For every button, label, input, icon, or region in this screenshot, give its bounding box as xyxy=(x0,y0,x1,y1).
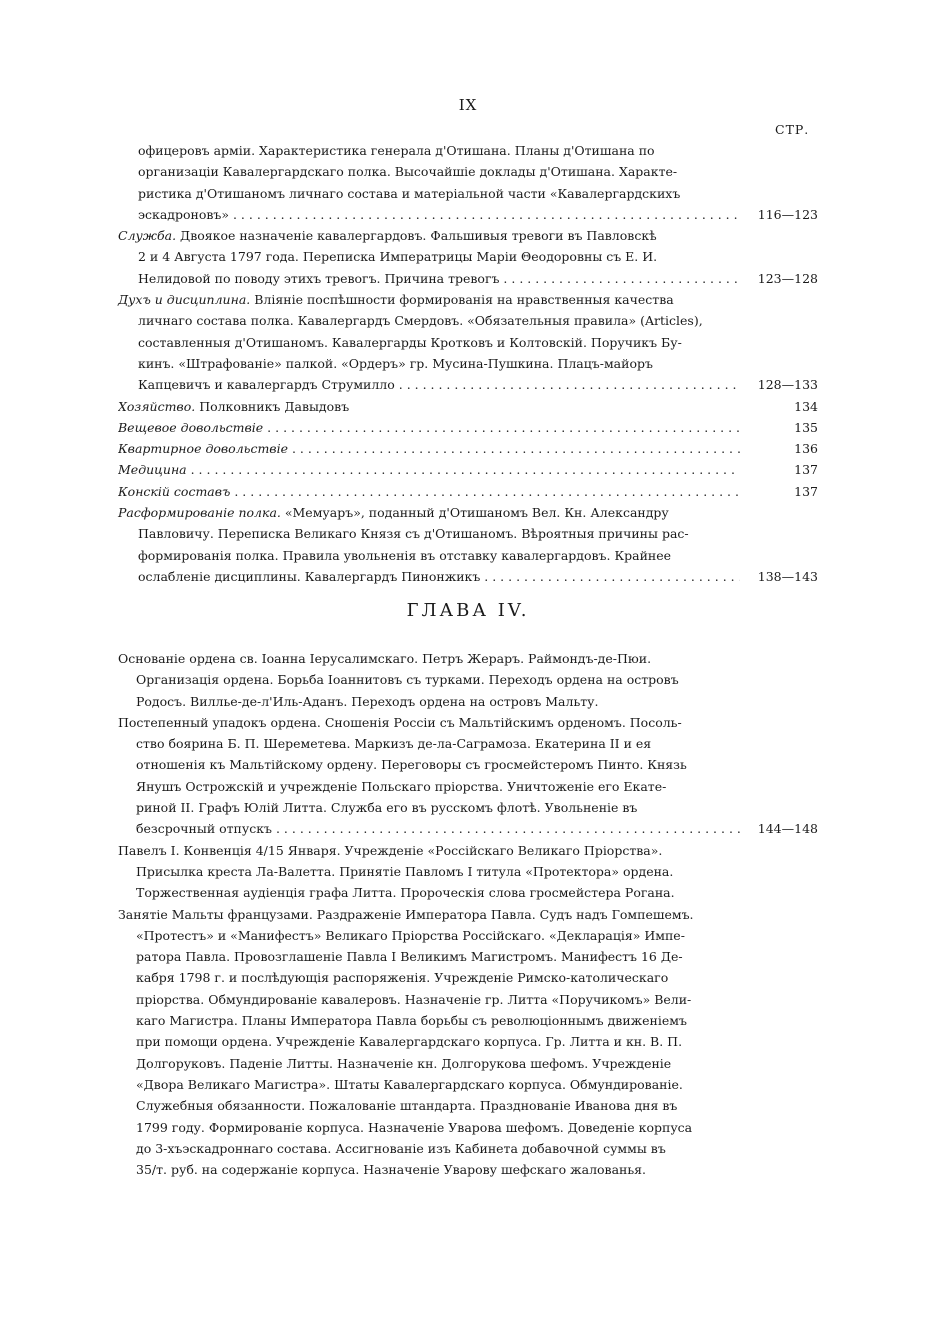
chapter-line: 35/т. руб. на содержаніе корпуса. Назначеніе Уварову шефскаго жалованья. xyxy=(136,1162,647,1178)
toc-line: организаціи Кавалергардскаго полка. Высочайшіе доклады д'Отишана. Характе- xyxy=(138,164,678,180)
toc-line: формированія полка. Правила увольненія въ отставку кавалергардовъ. Крайнее xyxy=(138,547,672,563)
toc-line: офицеровъ арміи. Характеристика генерала д'Отишана. Планы д'Отишана по xyxy=(138,143,655,158)
toc-line: ристика д'Отишаномъ личнаго состава и матеріальной части «Кавалергардскихъ xyxy=(138,185,681,201)
toc-line: Двоякое назначеніе кавалергардовъ. Фальшивыя тревоги въ Павловскѣ xyxy=(180,228,657,244)
table-of-contents xyxy=(118,140,818,587)
chapter-line: каго Магистра. Планы Императора Павла борьбы съ революціоннымъ движеніемъ xyxy=(136,1013,687,1029)
toc-page-range: 116—123 xyxy=(757,206,818,222)
chapter-heading: ГЛАВА IV. xyxy=(406,600,530,621)
toc-page-range: 136 xyxy=(794,441,818,457)
chapter-line: риной II. Графъ Юлій Литта. Служба его въ русскомъ флотѣ. Увольненіе въ xyxy=(136,800,638,816)
chapter-line: Основаніе ордена св. Іоанна Іерусалимскаго. Петръ Жераръ. Раймондъ-де-Пюи. xyxy=(118,651,652,666)
chapter-line: «Двора Великаго Магистра». Штаты Кавалергардскаго корпуса. Обмундированіе. xyxy=(136,1076,683,1092)
toc-entry-title: Медицина xyxy=(118,462,187,478)
toc-entry-continuation xyxy=(118,140,818,225)
chapter-line: Организація ордена. Борьба Іоаннитовъ съ турками. Переходъ ордена на островъ xyxy=(136,672,679,688)
toc-line: Вліяніе поспѣшности формированія на нравственныя качества xyxy=(254,292,674,308)
chapter-line: Павелъ I. Конвенція 4/15 Января. Учрежденіе «Россійскаго Великаго Пріорства». xyxy=(118,842,663,858)
chapter-line: пріорства. Обмундированіе кавалеровъ. Назначеніе гр. Литта «Поручикомъ» Вели- xyxy=(136,991,692,1007)
toc-entry-konskii xyxy=(118,481,818,502)
chapter-line: Присылка креста Ла-Валетта. Принятіе Павломъ I титула «Протектора» ордена. xyxy=(136,863,674,879)
toc-line: «Мемуаръ», поданный д'Отишаномъ Вел. Кн. Александру xyxy=(284,505,669,521)
toc-line: Полковникъ Давыдовъ xyxy=(199,398,350,414)
chapter-line: Долгоруковъ. Паденіе Литты. Назначеніе кн. Долгорукова шефомъ. Учрежденіе xyxy=(136,1055,672,1071)
page-column-label: СТР. xyxy=(775,122,810,137)
toc-entry-dukh xyxy=(118,289,818,395)
chapter-line: Янушъ Острожскій и учрежденіе Польскаго пріорства. Уничтоженіе его Екате- xyxy=(136,778,667,794)
chapter-line: до 3-хъэскадроннаго состава. Ассигнованіе изъ Кабинета добавочной суммы въ xyxy=(136,1140,666,1156)
chapter-paragraph xyxy=(118,904,818,1181)
toc-page-range: 128—133 xyxy=(757,377,818,393)
toc-entry-kvartirnoe xyxy=(118,438,818,459)
chapter-contents xyxy=(118,648,818,1180)
toc-entry-veshchevoe xyxy=(118,417,818,438)
toc-page-range: 137 xyxy=(794,483,818,499)
toc-entry-title: Служба. xyxy=(118,228,177,244)
toc-line: 2 и 4 Августа 1797 года. Переписка Императрицы Маріи Θеодоровны съ Е. И. xyxy=(138,249,658,265)
chapter-line: Торжественная аудіенція графа Литта. Пророческія слова гросмейстера Рогана. xyxy=(136,885,675,901)
chapter-line: ратора Павла. Провозглашеніе Павла I Великимъ Магистромъ. Манифестъ 16 Де- xyxy=(136,949,683,965)
chapter-paragraph xyxy=(118,648,818,712)
chapter-line: Служебныя обязанности. Пожалованіе штандарта. Празднованіе Иванова дня въ xyxy=(136,1098,678,1114)
chapter-line: кабря 1798 г. и послѣдующія распоряженія. Учрежденіе Римско-католическаго xyxy=(136,970,669,986)
toc-line: Капцевичъ и кавалергардъ Струмилло . . . xyxy=(138,374,740,395)
chapter-line: Занятіе Мальты французами. Раздраженіе Императора Павла. Судъ надъ Гомпешемъ. xyxy=(118,906,694,922)
toc-entry-meditsina xyxy=(118,459,818,480)
chapter-line: 1799 году. Формированіе корпуса. Назначеніе Уварова шефомъ. Доведеніе корпуса xyxy=(136,1119,693,1135)
chapter-paragraph xyxy=(118,840,818,904)
toc-entry-title: Квартирное довольствіе xyxy=(118,441,288,457)
toc-page-range: 123—128 xyxy=(757,270,818,286)
toc-line: Павловичу. Переписка Великаго Князя съ д'Отишаномъ. Вѣроятныя причины рас- xyxy=(138,526,689,542)
page-number: IX xyxy=(458,96,478,114)
toc-page-range: 138—143 xyxy=(757,568,818,584)
chapter-line: «Протестъ» и «Манифестъ» Великаго Пріорства Россійскаго. «Декларація» Импе- xyxy=(136,927,685,943)
chapter-line: Постепенный упадокъ ордена. Сношенія Россіи съ Мальтійскимъ орденомъ. Посоль- xyxy=(118,714,682,730)
chapter-line: Родосъ. Вилльe-де-л'Иль-Аданъ. Переходъ ордена на островъ Мальту. xyxy=(136,693,599,709)
toc-line: личнаго состава полка. Кавалергардъ Смердовъ. «Обязательныя правила» (Articles), xyxy=(138,313,703,329)
chapter-line: при помощи ордена. Учрежденіе Кавалергардскаго корпуса. Гр. Литта и кн. В. П. xyxy=(136,1034,683,1050)
chapter-line: отношенія къ Мальтійскому ордену. Переговоры съ гросмейстеромъ Пинто. Князь xyxy=(136,757,687,773)
toc-entry-title: Вещевое довольствіе xyxy=(118,419,264,435)
toc-entry-khozyaistvo xyxy=(118,396,818,417)
toc-page-range: 134 xyxy=(794,398,818,414)
chapter-line: ство боярина Б. П. Шереметева. Маркизъ де-ла-Саграмоза. Екатерина II и ея xyxy=(136,736,652,752)
toc-entry-sluzhba xyxy=(118,225,818,289)
toc-line: составленныя д'Отишаномъ. Кавалергарды Кротковъ и Колтовскій. Поручикъ Бу- xyxy=(138,334,682,350)
toc-line: Нелидовой по поводу этихъ тревогъ. Причина тревогъ . . . xyxy=(138,268,740,289)
chapter-line: безсрочный отпускъ . . . xyxy=(136,818,740,839)
toc-entry-title: Расформированіе полка. xyxy=(118,505,281,521)
toc-page-range: 135 xyxy=(794,419,818,435)
toc-entry-title: Духъ и дисциплина. xyxy=(118,292,251,308)
toc-entry-rasformirovanie xyxy=(118,502,818,587)
chapter-paragraph xyxy=(118,712,818,840)
chapter-page-range: 144—148 xyxy=(757,821,818,837)
toc-page-range: 137 xyxy=(794,462,818,478)
toc-entry-title: Хозяйство. xyxy=(118,398,196,414)
toc-line: ослабленіе дисциплины. Кавалергардъ Пинонжикъ . . . xyxy=(138,566,740,587)
toc-line: эскадроновъ» . . . xyxy=(138,204,740,225)
toc-entry-title: Конскій составъ xyxy=(118,483,231,499)
toc-line: кинъ. «Штрафованіе» палкой. «Ордеръ» гр. Мусина-Пушкина. Плацъ-майоръ xyxy=(138,355,653,371)
